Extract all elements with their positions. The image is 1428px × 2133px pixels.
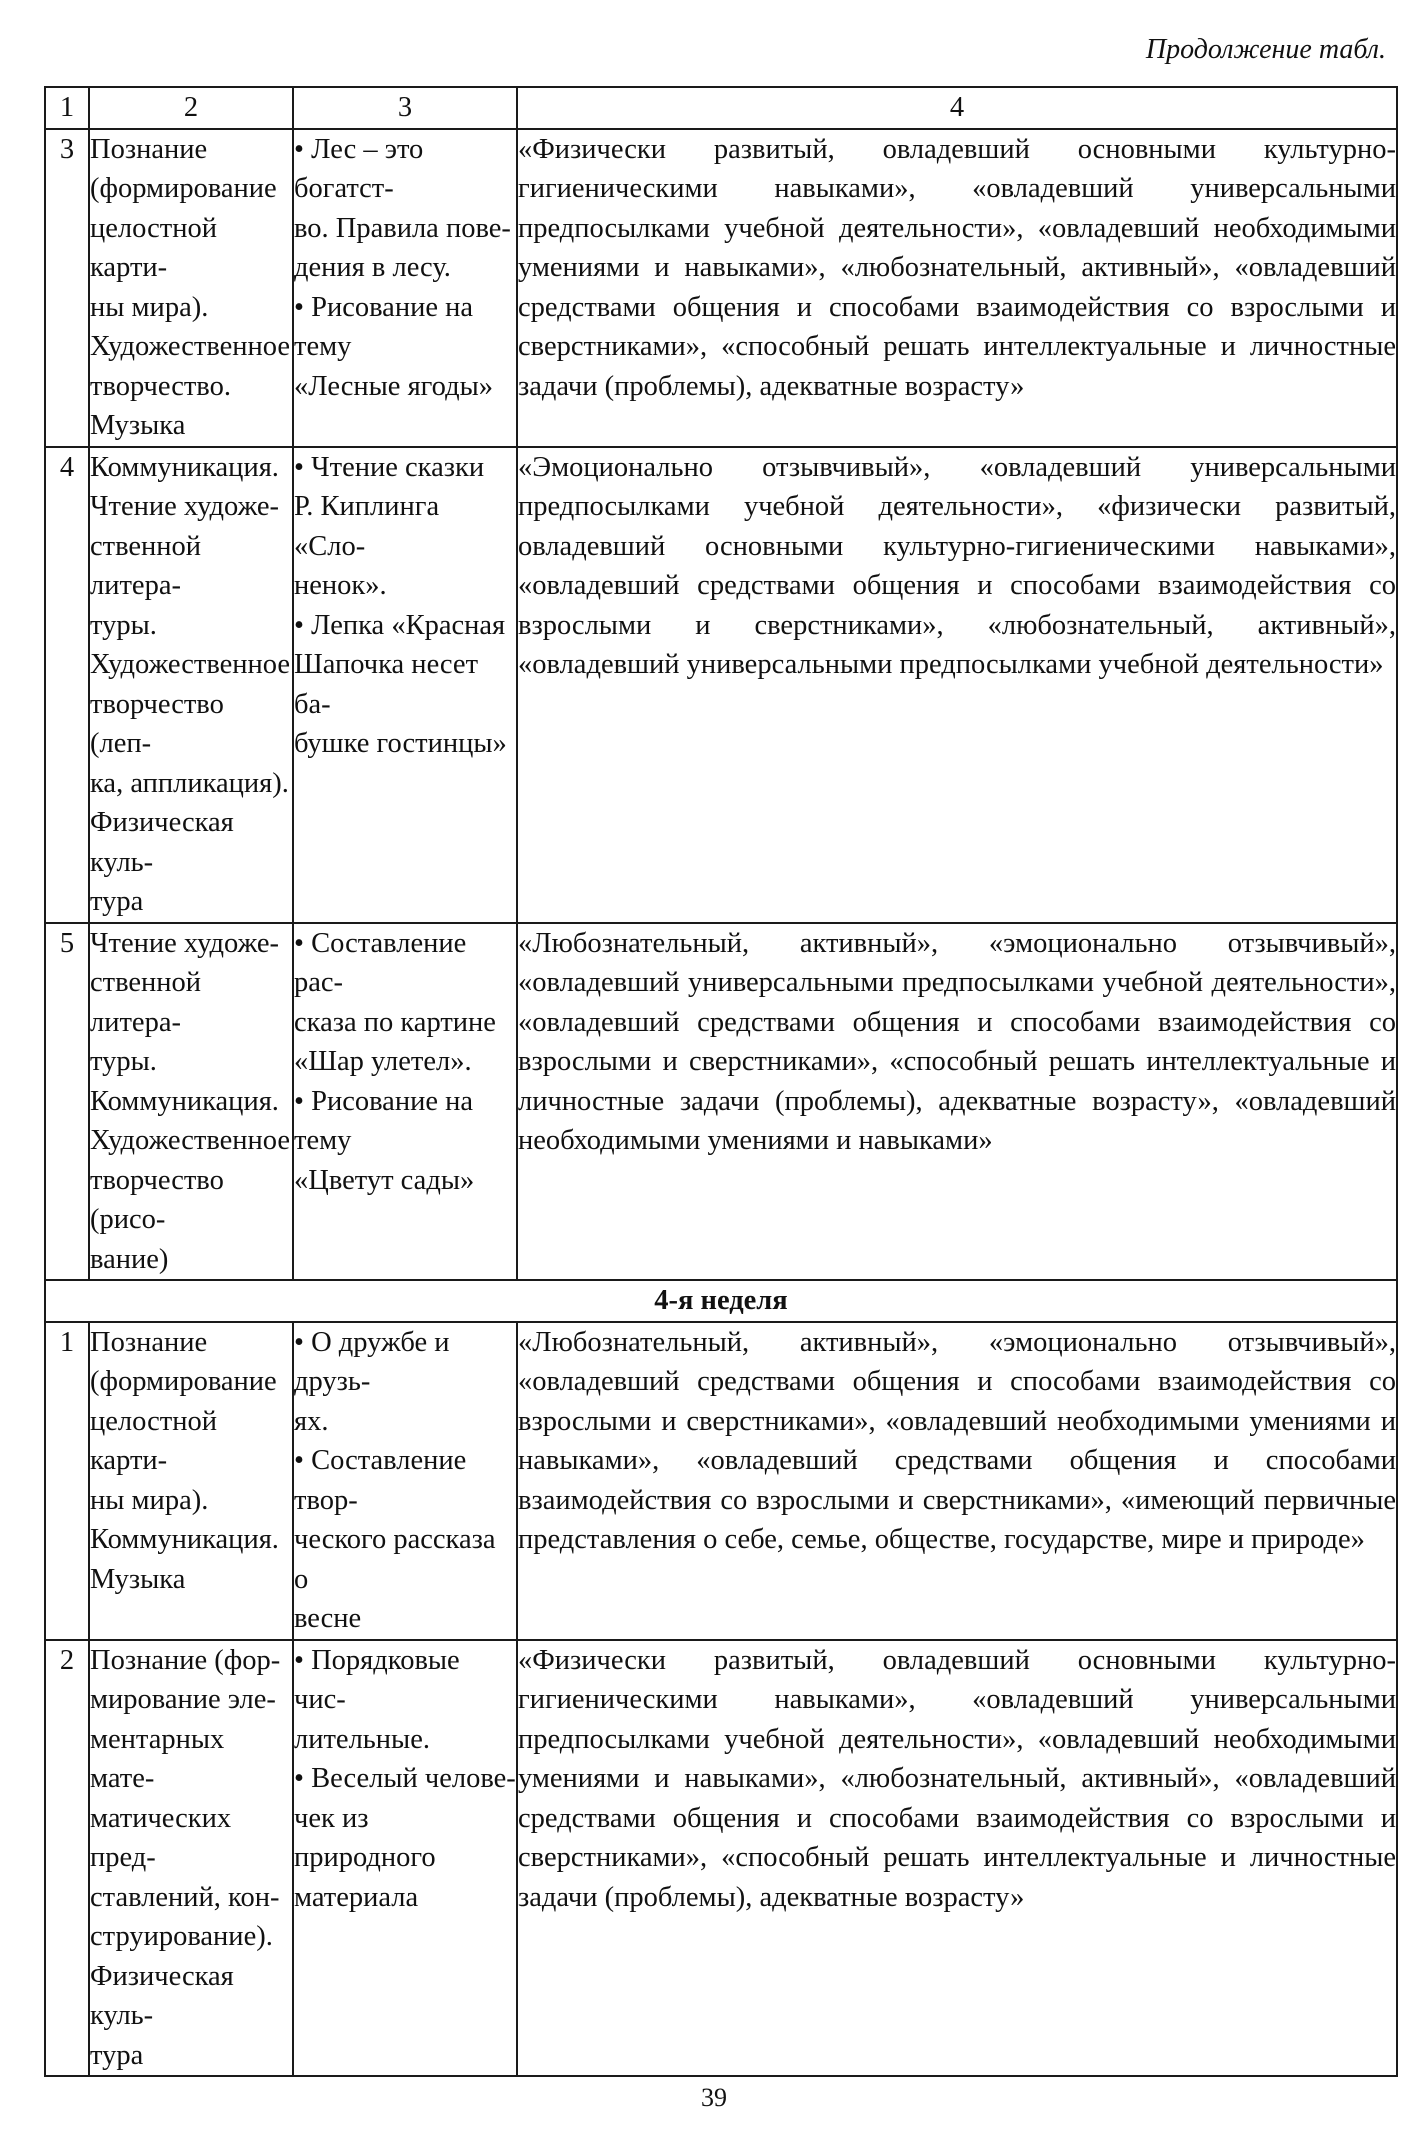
row-number: 3 — [45, 129, 89, 447]
activity-line: чек из природного — [294, 1802, 436, 1873]
activity-line: «Лесные ягоды» — [294, 370, 493, 402]
educational-area-line: Физическая куль- — [90, 807, 234, 878]
activities-cell — [293, 447, 517, 923]
activities-cell — [293, 1640, 517, 2077]
activity-line: лительные. — [294, 1723, 430, 1755]
educational-area-line: тура — [90, 2039, 144, 2071]
table-continuation-header: Продолжение табл. — [1145, 34, 1386, 65]
educational-area-line: вание) — [90, 1243, 169, 1275]
activity-line: • Составление рас- — [294, 927, 467, 998]
educational-area-line: Физическая куль- — [90, 1960, 234, 2031]
activity-line: бушке гостинцы» — [294, 728, 507, 759]
educational-area-line: ны мира). — [90, 291, 209, 323]
table-row — [45, 129, 1397, 447]
educational-areas-cell — [89, 129, 293, 447]
educational-area-line: ментарных мате- — [90, 1723, 225, 1794]
table-body — [45, 129, 1397, 2077]
activity-item — [294, 924, 516, 1082]
activity-line: во. Правила пове- — [294, 212, 511, 244]
activity-line: «Шар улетел». — [294, 1046, 472, 1077]
educational-area-line: матических пред- — [90, 1802, 232, 1873]
activity-line: Р. Киплинга «Сло- — [294, 491, 440, 562]
row-number: 2 — [45, 1640, 89, 2077]
activity-line: • Лепка «Красная — [294, 609, 506, 641]
activity-item — [294, 288, 516, 407]
table-row — [45, 1640, 1397, 2077]
educational-area-line: (формирование — [90, 1366, 277, 1397]
educational-area-line: Художественное — [90, 649, 291, 680]
table-row — [45, 923, 1397, 1281]
educational-area-line: ственной литера- — [90, 530, 202, 601]
educational-area-line: Коммуникация. — [90, 1085, 279, 1117]
educational-area-line: ственной литера- — [90, 967, 202, 1038]
activity-item — [294, 606, 516, 764]
column-number-3: 3 — [293, 87, 517, 129]
educational-areas-cell — [89, 1640, 293, 2077]
educational-area-line: туры. — [90, 609, 157, 641]
educational-area-line: струирование). — [90, 1921, 273, 1952]
row-number: 5 — [45, 923, 89, 1281]
activity-line: • Рисование на тему — [294, 1085, 474, 1156]
educational-area-line: Познание — [90, 1326, 208, 1358]
activity-line: сказа по картине — [294, 1006, 496, 1038]
activity-item — [294, 1759, 516, 1917]
page-number: 39 — [701, 2083, 727, 2112]
column-number-4: 4 — [517, 87, 1397, 129]
educational-areas-cell — [89, 1322, 293, 1640]
educational-area-line: Художественное — [90, 331, 291, 362]
educational-area-line: Чтение художе- — [90, 491, 280, 522]
educational-area-line: (формирование — [90, 173, 277, 204]
column-number-1: 1 — [45, 87, 89, 129]
row-number: 1 — [45, 1322, 89, 1640]
educational-areas-cell — [89, 923, 293, 1281]
educational-area-line: Художественное — [90, 1125, 291, 1156]
activity-item — [294, 1082, 516, 1201]
educational-area-line: творчество (леп- — [90, 688, 224, 759]
integrative-qualities-cell: «Любознательный, активный», «эмоционально отзывчивый», «овладевший универсальными предпосылками учебной деятельности», «овладевший средствами общения и способами взаимодействия со взрослыми и сверстниками», «способный решать интеллектуальные и личностные задачи (проблемы), адекватные возрасту», «овладевший необходимыми умениями и навыками» — [517, 923, 1397, 1281]
integrative-qualities-cell: «Любознательный, активный», «эмоционально отзывчивый», «овладевший средствами общения и способами взаимодействия со взрослыми и сверстниками», «овладевший необходимыми умениями и навыками», «овладевший средствами общения и способами взаимодействия со взрослыми и сверстниками», «имеющий первичные представления о себе, семье, обществе, государстве, мире и природе» — [517, 1322, 1397, 1640]
educational-area-line: Музыка — [90, 1563, 186, 1595]
activity-line: • Составление твор- — [294, 1445, 467, 1516]
integrative-qualities-cell: «Эмоционально отзывчивый», «овладевший универсальными предпосылками учебной деятельности», «физически развитый, овладевший основными культурно-гигиеническими навыками», «овладевший средствами общения и способами взаимодействия со взрослыми и сверстниками», «любознательный, активный», «овладевший универсальными предпосылками учебной деятельности» — [517, 447, 1397, 923]
activity-line: материала — [294, 1881, 419, 1913]
activity-line: Шапочка несет ба- — [294, 649, 479, 720]
educational-area-line: Музыка — [90, 410, 186, 441]
educational-areas-cell — [89, 447, 293, 923]
educational-area-line: целостной карти- — [90, 1405, 217, 1476]
educational-area-line: туры. — [90, 1046, 157, 1077]
activity-item — [294, 448, 516, 606]
activity-line: ях. — [294, 1405, 329, 1437]
table-header — [45, 87, 1397, 129]
activities-cell — [293, 923, 517, 1281]
educational-area-line: мирование эле- — [90, 1684, 276, 1715]
activity-line: • Лес – это богатст- — [294, 133, 424, 204]
activity-item — [294, 130, 516, 288]
educational-area-line: Познание — [90, 133, 208, 165]
table-row — [45, 447, 1397, 923]
activity-line: «Цветут сады» — [294, 1164, 475, 1196]
week-label: 4-я неделя — [45, 1280, 1397, 1322]
educational-area-line: тура — [90, 886, 144, 917]
activity-line: • О дружбе и друзь- — [294, 1326, 450, 1397]
educational-area-line: Чтение художе- — [90, 927, 280, 959]
educational-area-line: Коммуникация. — [90, 1524, 279, 1555]
integrative-qualities-cell: «Физически развитый, овладевший основными культурно-гигиеническими навыками», «овладевший универсальными предпосылками учебной деятельности», «овладевший необходимыми умениями и навыками», «любознательный, активный», «овладевший средствами общения и способами взаимодействия со взрослыми и сверстниками», «способный решать интеллектуальные и личностные задачи (проблемы), адекватные возрасту» — [517, 1640, 1397, 2077]
activity-item — [294, 1323, 516, 1442]
activity-line: • Рисование на тему — [294, 291, 474, 362]
educational-area-line: ка, аппликация). — [90, 767, 289, 799]
educational-area-line: Коммуникация. — [90, 451, 279, 483]
content-table — [44, 86, 1398, 2077]
educational-area-line: целостной карти- — [90, 212, 217, 283]
activity-line: • Порядковые чис- — [294, 1644, 460, 1715]
column-number-2: 2 — [89, 87, 293, 129]
educational-area-line: ны мира). — [90, 1484, 209, 1516]
activity-line: • Веселый челове- — [294, 1763, 516, 1794]
educational-area-line: ставлений, кон- — [90, 1881, 280, 1913]
activity-item — [294, 1641, 516, 1760]
activity-line: ненок». — [294, 570, 387, 601]
activity-line: • Чтение сказки — [294, 451, 485, 483]
table-row — [45, 1322, 1397, 1640]
activities-cell — [293, 1322, 517, 1640]
educational-area-line: творчество. — [90, 370, 231, 402]
activity-line: дения в лесу. — [294, 252, 451, 283]
integrative-qualities-cell: «Физически развитый, овладевший основными культурно-гигиеническими навыками», «овладевший универсальными предпосылками учебной деятельности», «овладевший необходимыми умениями и навыками», «любознательный, активный», «овладевший средствами общения и способами взаимодействия со взрослыми и сверстниками», «способный решать интеллектуальные и личностные задачи (проблемы), адекватные возрасту» — [517, 129, 1397, 447]
educational-area-line: творчество (рисо- — [90, 1164, 224, 1235]
activity-line: весне — [294, 1603, 362, 1634]
week-section-row — [45, 1280, 1397, 1322]
activities-cell — [293, 129, 517, 447]
educational-area-line: Познание (фор- — [90, 1644, 281, 1676]
activity-line: ческого рассказа о — [294, 1524, 496, 1595]
row-number: 4 — [45, 447, 89, 923]
activity-item — [294, 1441, 516, 1639]
column-number-row — [45, 87, 1397, 129]
